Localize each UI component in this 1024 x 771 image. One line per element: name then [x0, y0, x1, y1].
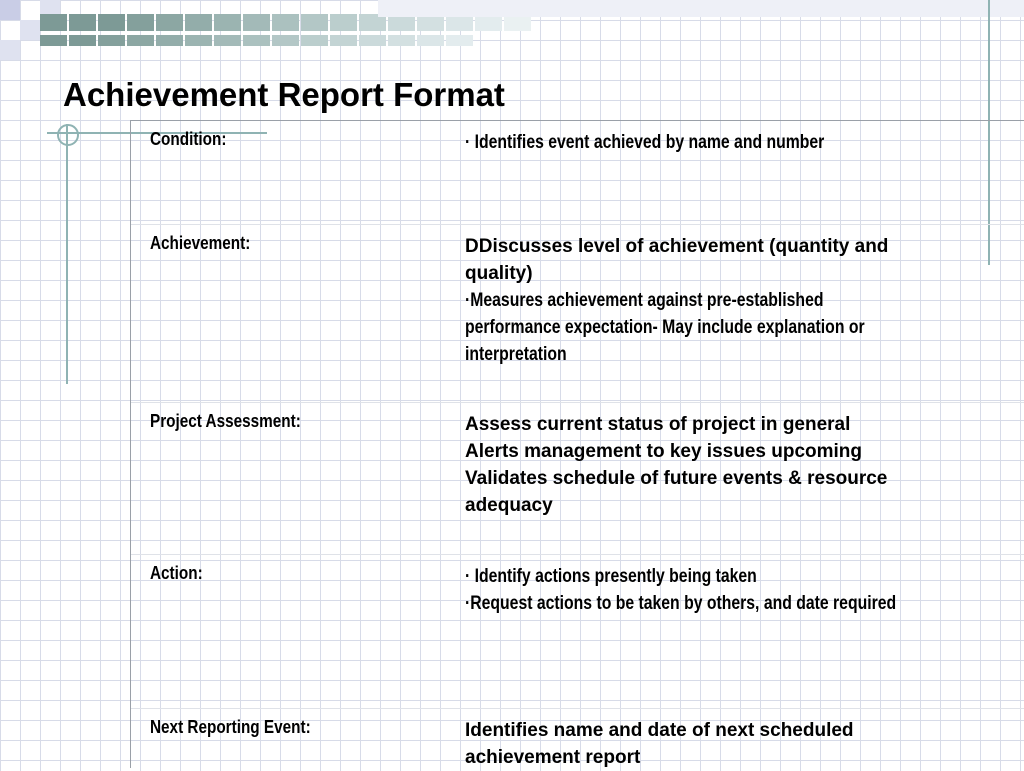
description-line: Assess current status of project in general	[465, 414, 851, 435]
description-line: DDiscusses level of achievement (quantity and	[465, 236, 889, 257]
description-line: · Identify actions presently being taken	[465, 566, 757, 587]
decor-square	[20, 20, 40, 40]
description-line: Alerts management to key issues upcoming	[465, 441, 863, 462]
description-line: ·Request actions to be taken by others, and date required	[465, 593, 897, 614]
row-label: Achievement:	[150, 233, 251, 253]
row-description	[465, 233, 985, 368]
description-line: ·Measures achievement against pre-established	[465, 290, 824, 311]
description-line: · Identifies event achieved by name and number	[465, 132, 825, 153]
row-label: Condition:	[150, 129, 227, 149]
description-line: adequacy	[465, 495, 553, 516]
row-description	[465, 717, 985, 771]
description-line: performance expectation- May include explanation or	[465, 317, 865, 338]
row-description	[465, 411, 985, 519]
report-format-table	[130, 120, 1024, 768]
description-line: Validates schedule of future events & resource	[465, 468, 888, 489]
description-line: achievement report	[465, 747, 641, 768]
table-row-project-assessment	[131, 403, 1024, 555]
decor-dotted-strip	[378, 0, 1024, 17]
decor-circle	[57, 124, 79, 146]
row-label: Action:	[150, 563, 203, 583]
row-description	[465, 129, 985, 156]
decor-square	[0, 40, 20, 60]
description-line: interpretation	[465, 344, 567, 365]
table-row-condition	[131, 121, 1024, 225]
row-label: Next Reporting Event:	[150, 717, 311, 737]
header-decor-bar-lower	[40, 35, 475, 46]
description-line: Identifies name and date of next scheduled	[465, 720, 854, 741]
table-row-action	[131, 555, 1024, 709]
table-row-next-reporting-event	[131, 709, 1024, 769]
decor-square	[0, 0, 20, 20]
page-title: Achievement Report Format	[63, 76, 505, 113]
description-line: quality)	[465, 263, 533, 284]
decor-vertical-line	[66, 124, 68, 384]
table-row-achievement	[131, 225, 1024, 403]
row-label: Project Assessment:	[150, 411, 301, 431]
row-description	[465, 563, 985, 617]
